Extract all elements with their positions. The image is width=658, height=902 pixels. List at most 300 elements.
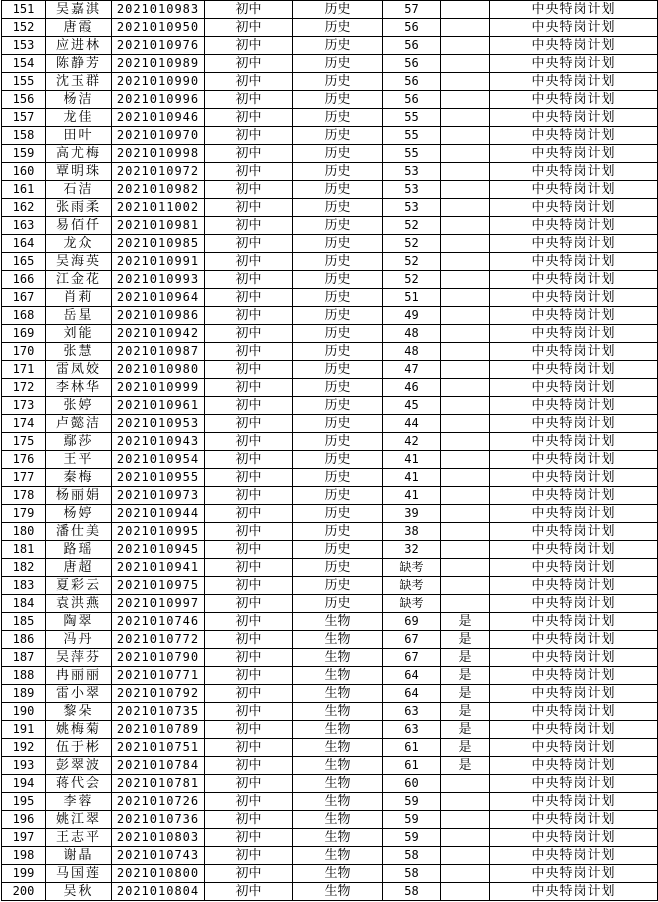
school-level: 初中: [205, 811, 293, 829]
exam-id: 2021010789: [112, 721, 205, 739]
candidate-name: 袁洪燕: [46, 595, 112, 613]
school-level: 初中: [205, 685, 293, 703]
subject: 历史: [293, 271, 383, 289]
exam-id: 2021010982: [112, 181, 205, 199]
candidate-name: 张雨柔: [46, 199, 112, 217]
school-level: 初中: [205, 577, 293, 595]
school-level: 初中: [205, 433, 293, 451]
qualified-flag: [441, 199, 490, 217]
subject: 历史: [293, 577, 383, 595]
school-level: 初中: [205, 523, 293, 541]
exam-id: 2021010989: [112, 55, 205, 73]
qualified-flag: [441, 793, 490, 811]
candidate-name: 彭翠波: [46, 757, 112, 775]
school-level: 初中: [205, 649, 293, 667]
score: 56: [383, 37, 441, 55]
table-row: [2, 325, 658, 343]
candidate-name: 覃明珠: [46, 163, 112, 181]
table-row: [2, 163, 658, 181]
score: 32: [383, 541, 441, 559]
school-level: 初中: [205, 199, 293, 217]
row-number: 192: [2, 739, 46, 757]
qualified-flag: [441, 451, 490, 469]
score: 63: [383, 703, 441, 721]
exam-id: 2021010972: [112, 163, 205, 181]
qualified-flag: [441, 469, 490, 487]
table-row: [2, 775, 658, 793]
program: 中央特岗计划: [490, 649, 658, 667]
row-number: 195: [2, 793, 46, 811]
subject: 生物: [293, 883, 383, 901]
qualified-flag: 是: [441, 703, 490, 721]
exam-id: 2021010950: [112, 19, 205, 37]
table-row: [2, 577, 658, 595]
candidate-name: 鄢莎: [46, 433, 112, 451]
subject: 历史: [293, 289, 383, 307]
exam-id: 2021010955: [112, 469, 205, 487]
table-row: [2, 73, 658, 91]
program: 中央特岗计划: [490, 199, 658, 217]
table-row: [2, 145, 658, 163]
score: 46: [383, 379, 441, 397]
score: 48: [383, 325, 441, 343]
program: 中央特岗计划: [490, 739, 658, 757]
candidate-name: 杨婷: [46, 505, 112, 523]
subject: 历史: [293, 469, 383, 487]
candidate-name: 李蓉: [46, 793, 112, 811]
row-number: 200: [2, 883, 46, 901]
score: 55: [383, 145, 441, 163]
score: 64: [383, 667, 441, 685]
candidate-name: 龙众: [46, 235, 112, 253]
program: 中央特岗计划: [490, 127, 658, 145]
subject: 生物: [293, 703, 383, 721]
qualified-flag: 是: [441, 613, 490, 631]
score: 52: [383, 253, 441, 271]
program: 中央特岗计划: [490, 487, 658, 505]
row-number: 184: [2, 595, 46, 613]
school-level: 初中: [205, 757, 293, 775]
table-row: [2, 451, 658, 469]
subject: 历史: [293, 181, 383, 199]
candidate-name: 王平: [46, 451, 112, 469]
candidate-name: 吴嘉淇: [46, 1, 112, 19]
row-number: 180: [2, 523, 46, 541]
score: 缺考: [383, 595, 441, 613]
candidate-name: 吴海英: [46, 253, 112, 271]
subject: 历史: [293, 433, 383, 451]
subject: 历史: [293, 109, 383, 127]
school-level: 初中: [205, 469, 293, 487]
candidate-name: 冉丽丽: [46, 667, 112, 685]
exam-id: 2021010980: [112, 361, 205, 379]
score: 59: [383, 829, 441, 847]
subject: 历史: [293, 487, 383, 505]
exam-id: 2021010987: [112, 343, 205, 361]
score: 58: [383, 847, 441, 865]
candidate-name: 应进林: [46, 37, 112, 55]
score: 59: [383, 793, 441, 811]
program: 中央特岗计划: [490, 865, 658, 883]
school-level: 初中: [205, 595, 293, 613]
subject: 历史: [293, 451, 383, 469]
exam-id: 2021010983: [112, 1, 205, 19]
program: 中央特岗计划: [490, 181, 658, 199]
score: 53: [383, 181, 441, 199]
table-row: [2, 1, 658, 19]
subject: 生物: [293, 739, 383, 757]
exam-id: 2021010991: [112, 253, 205, 271]
school-level: 初中: [205, 865, 293, 883]
table-row: [2, 361, 658, 379]
row-number: 158: [2, 127, 46, 145]
table-row: [2, 595, 658, 613]
program: 中央特岗计划: [490, 451, 658, 469]
row-number: 199: [2, 865, 46, 883]
program: 中央特岗计划: [490, 415, 658, 433]
school-level: 初中: [205, 703, 293, 721]
score: 63: [383, 721, 441, 739]
score: 52: [383, 235, 441, 253]
program: 中央特岗计划: [490, 685, 658, 703]
exam-id: 2021010945: [112, 541, 205, 559]
score: 44: [383, 415, 441, 433]
school-level: 初中: [205, 235, 293, 253]
exam-id: 2021010736: [112, 811, 205, 829]
qualified-flag: 是: [441, 631, 490, 649]
program: 中央特岗计划: [490, 163, 658, 181]
score: 49: [383, 307, 441, 325]
qualified-flag: [441, 829, 490, 847]
program: 中央特岗计划: [490, 253, 658, 271]
qualified-flag: [441, 181, 490, 199]
table-row: [2, 235, 658, 253]
candidate-name: 王志平: [46, 829, 112, 847]
row-number: 162: [2, 199, 46, 217]
qualified-flag: [441, 55, 490, 73]
exam-id: 2021010790: [112, 649, 205, 667]
row-number: 173: [2, 397, 46, 415]
row-number: 179: [2, 505, 46, 523]
candidate-name: 雷小翠: [46, 685, 112, 703]
subject: 生物: [293, 667, 383, 685]
school-level: 初中: [205, 127, 293, 145]
exam-id: 2021010792: [112, 685, 205, 703]
qualified-flag: [441, 343, 490, 361]
score: 59: [383, 811, 441, 829]
program: 中央特岗计划: [490, 55, 658, 73]
exam-id: 2021010943: [112, 433, 205, 451]
score: 56: [383, 73, 441, 91]
school-level: 初中: [205, 19, 293, 37]
program: 中央特岗计划: [490, 595, 658, 613]
row-number: 183: [2, 577, 46, 595]
subject: 生物: [293, 613, 383, 631]
candidate-name: 江金花: [46, 271, 112, 289]
qualified-flag: [441, 559, 490, 577]
exam-id: 2021010751: [112, 739, 205, 757]
program: 中央特岗计划: [490, 523, 658, 541]
qualified-flag: 是: [441, 649, 490, 667]
subject: 历史: [293, 1, 383, 19]
school-level: 初中: [205, 37, 293, 55]
qualified-flag: [441, 595, 490, 613]
program: 中央特岗计划: [490, 109, 658, 127]
qualified-flag: [441, 163, 490, 181]
score: 60: [383, 775, 441, 793]
program: 中央特岗计划: [490, 145, 658, 163]
program: 中央特岗计划: [490, 631, 658, 649]
exam-id: 2021010993: [112, 271, 205, 289]
subject: 历史: [293, 163, 383, 181]
table-row: [2, 667, 658, 685]
qualified-flag: [441, 145, 490, 163]
qualified-flag: [441, 271, 490, 289]
subject: 历史: [293, 199, 383, 217]
score: 58: [383, 865, 441, 883]
exam-id: 2021010961: [112, 397, 205, 415]
table-row: [2, 487, 658, 505]
subject: 生物: [293, 775, 383, 793]
candidate-name: 杨洁: [46, 91, 112, 109]
exam-id: 2021011002: [112, 199, 205, 217]
subject: 历史: [293, 19, 383, 37]
exam-id: 2021010995: [112, 523, 205, 541]
row-number: 171: [2, 361, 46, 379]
table-row: [2, 181, 658, 199]
score: 56: [383, 91, 441, 109]
table-row: [2, 541, 658, 559]
candidate-name: 田叶: [46, 127, 112, 145]
school-level: 初中: [205, 631, 293, 649]
exam-id: 2021010781: [112, 775, 205, 793]
table-body: [2, 1, 658, 901]
school-level: 初中: [205, 307, 293, 325]
row-number: 196: [2, 811, 46, 829]
row-number: 165: [2, 253, 46, 271]
school-level: 初中: [205, 613, 293, 631]
candidate-name: 姚梅菊: [46, 721, 112, 739]
subject: 历史: [293, 325, 383, 343]
candidate-name: 夏彩云: [46, 577, 112, 595]
candidate-name: 蒋代会: [46, 775, 112, 793]
program: 中央特岗计划: [490, 343, 658, 361]
row-number: 172: [2, 379, 46, 397]
score: 39: [383, 505, 441, 523]
row-number: 157: [2, 109, 46, 127]
row-number: 185: [2, 613, 46, 631]
row-number: 156: [2, 91, 46, 109]
qualified-flag: [441, 433, 490, 451]
candidate-name: 马国莲: [46, 865, 112, 883]
candidate-name: 岳星: [46, 307, 112, 325]
qualified-flag: [441, 379, 490, 397]
qualified-flag: [441, 253, 490, 271]
qualified-flag: [441, 577, 490, 595]
row-number: 170: [2, 343, 46, 361]
results-table: [1, 0, 658, 901]
program: 中央特岗计划: [490, 235, 658, 253]
score: 38: [383, 523, 441, 541]
exam-id: 2021010942: [112, 325, 205, 343]
exam-id: 2021010726: [112, 793, 205, 811]
program: 中央特岗计划: [490, 757, 658, 775]
subject: 历史: [293, 217, 383, 235]
score: 45: [383, 397, 441, 415]
row-number: 186: [2, 631, 46, 649]
subject: 生物: [293, 649, 383, 667]
candidate-name: 陈静芳: [46, 55, 112, 73]
exam-id: 2021010990: [112, 73, 205, 91]
program: 中央特岗计划: [490, 721, 658, 739]
table-row: [2, 415, 658, 433]
qualified-flag: [441, 235, 490, 253]
exam-id: 2021010735: [112, 703, 205, 721]
table-row: [2, 127, 658, 145]
candidate-name: 杨丽娟: [46, 487, 112, 505]
subject: 历史: [293, 91, 383, 109]
score: 56: [383, 19, 441, 37]
score: 61: [383, 757, 441, 775]
school-level: 初中: [205, 379, 293, 397]
score: 41: [383, 451, 441, 469]
exam-id: 2021010944: [112, 505, 205, 523]
score: 55: [383, 127, 441, 145]
candidate-name: 张慧: [46, 343, 112, 361]
candidate-name: 易佰仟: [46, 217, 112, 235]
program: 中央特岗计划: [490, 289, 658, 307]
subject: 生物: [293, 631, 383, 649]
school-level: 初中: [205, 109, 293, 127]
program: 中央特岗计划: [490, 811, 658, 829]
table-row: [2, 685, 658, 703]
table-row: [2, 217, 658, 235]
exam-id: 2021010772: [112, 631, 205, 649]
score: 57: [383, 1, 441, 19]
program: 中央特岗计划: [490, 19, 658, 37]
program: 中央特岗计划: [490, 361, 658, 379]
candidate-name: 唐霞: [46, 19, 112, 37]
exam-id: 2021010954: [112, 451, 205, 469]
row-number: 190: [2, 703, 46, 721]
qualified-flag: 是: [441, 667, 490, 685]
qualified-flag: [441, 415, 490, 433]
score: 41: [383, 487, 441, 505]
score: 64: [383, 685, 441, 703]
candidate-name: 唐超: [46, 559, 112, 577]
qualified-flag: [441, 1, 490, 19]
school-level: 初中: [205, 847, 293, 865]
score: 51: [383, 289, 441, 307]
subject: 生物: [293, 685, 383, 703]
exam-id: 2021010997: [112, 595, 205, 613]
table-row: [2, 55, 658, 73]
school-level: 初中: [205, 487, 293, 505]
subject: 历史: [293, 145, 383, 163]
row-number: 169: [2, 325, 46, 343]
school-level: 初中: [205, 721, 293, 739]
row-number: 189: [2, 685, 46, 703]
row-number: 153: [2, 37, 46, 55]
row-number: 191: [2, 721, 46, 739]
score: 52: [383, 271, 441, 289]
exam-id: 2021010996: [112, 91, 205, 109]
row-number: 166: [2, 271, 46, 289]
school-level: 初中: [205, 775, 293, 793]
qualified-flag: [441, 775, 490, 793]
school-level: 初中: [205, 145, 293, 163]
program: 中央特岗计划: [490, 1, 658, 19]
exam-id: 2021010975: [112, 577, 205, 595]
exam-id: 2021010953: [112, 415, 205, 433]
candidate-name: 张婷: [46, 397, 112, 415]
candidate-name: 李林华: [46, 379, 112, 397]
qualified-flag: [441, 325, 490, 343]
score: 67: [383, 631, 441, 649]
qualified-flag: [441, 91, 490, 109]
exam-id: 2021010743: [112, 847, 205, 865]
row-number: 167: [2, 289, 46, 307]
program: 中央特岗计划: [490, 325, 658, 343]
candidate-name: 黎朵: [46, 703, 112, 721]
program: 中央特岗计划: [490, 541, 658, 559]
row-number: 194: [2, 775, 46, 793]
program: 中央特岗计划: [490, 469, 658, 487]
score: 67: [383, 649, 441, 667]
school-level: 初中: [205, 91, 293, 109]
program: 中央特岗计划: [490, 73, 658, 91]
candidate-name: 秦梅: [46, 469, 112, 487]
qualified-flag: [441, 541, 490, 559]
school-level: 初中: [205, 559, 293, 577]
candidate-name: 路瑶: [46, 541, 112, 559]
table-row: [2, 757, 658, 775]
exam-id: 2021010976: [112, 37, 205, 55]
candidate-name: 龙佳: [46, 109, 112, 127]
program: 中央特岗计划: [490, 397, 658, 415]
subject: 生物: [293, 721, 383, 739]
row-number: 168: [2, 307, 46, 325]
subject: 历史: [293, 415, 383, 433]
candidate-name: 高尤梅: [46, 145, 112, 163]
table-row: [2, 613, 658, 631]
exam-id: 2021010985: [112, 235, 205, 253]
program: 中央特岗计划: [490, 91, 658, 109]
program: 中央特岗计划: [490, 217, 658, 235]
candidate-name: 吴秋: [46, 883, 112, 901]
table-row: [2, 793, 658, 811]
table-row: [2, 883, 658, 901]
score: 缺考: [383, 577, 441, 595]
row-number: 188: [2, 667, 46, 685]
exam-id: 2021010998: [112, 145, 205, 163]
exam-id: 2021010964: [112, 289, 205, 307]
qualified-flag: [441, 487, 490, 505]
program: 中央特岗计划: [490, 829, 658, 847]
table-row: [2, 433, 658, 451]
subject: 历史: [293, 541, 383, 559]
subject: 生物: [293, 829, 383, 847]
qualified-flag: [441, 865, 490, 883]
table-row: [2, 19, 658, 37]
table-row: [2, 721, 658, 739]
subject: 生物: [293, 811, 383, 829]
qualified-flag: 是: [441, 757, 490, 775]
subject: 历史: [293, 37, 383, 55]
score: 58: [383, 883, 441, 901]
row-number: 155: [2, 73, 46, 91]
qualified-flag: [441, 523, 490, 541]
